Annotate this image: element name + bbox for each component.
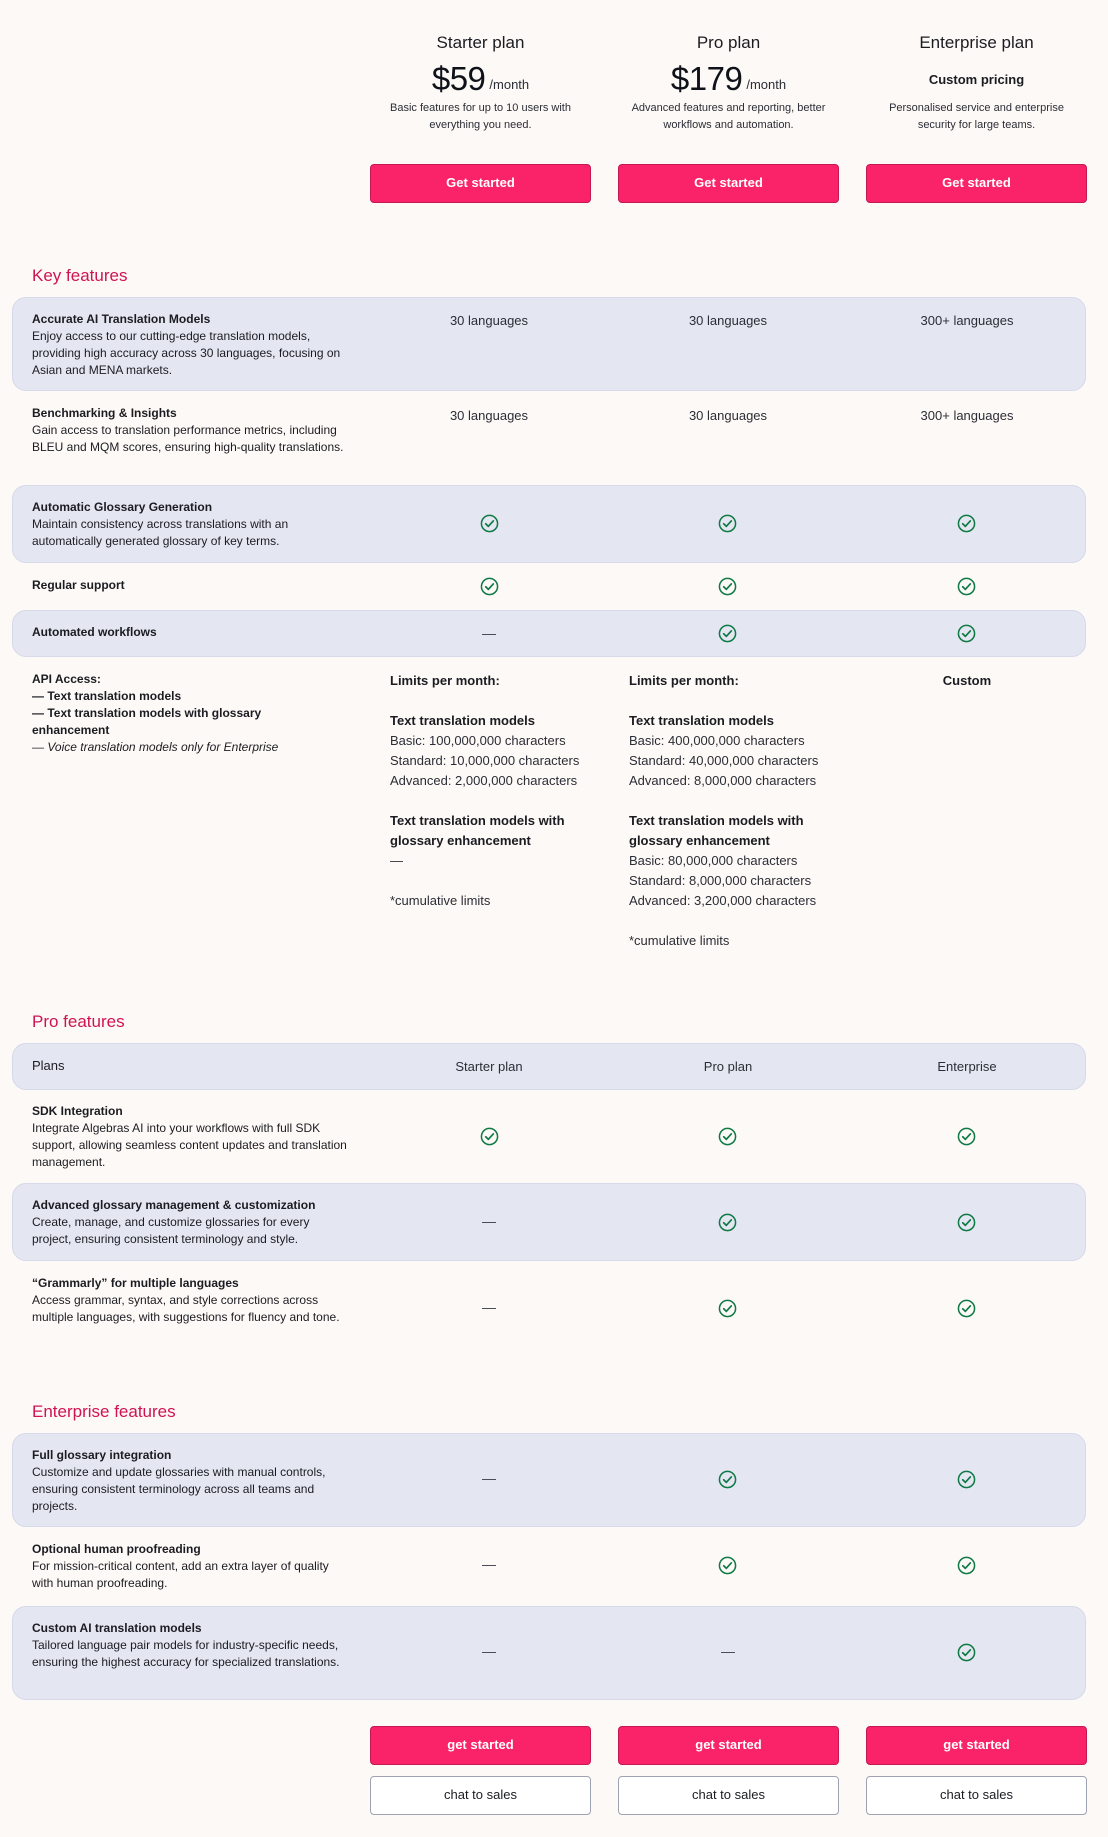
check-icon [718,1299,737,1318]
api-text-models: — Text translation models [32,689,182,703]
enterprise-features-title: Enterprise features [32,1402,176,1421]
plan-period: /month [746,76,787,92]
feature-benchmarking [32,405,352,456]
starter-value: 30 languages [449,313,529,328]
starter-get-started-footer-button[interactable]: get started [370,1726,591,1765]
feature-title: Full glossary integration [32,1448,172,1462]
plan-description: Advanced features and reporting, better workflows and automation. [631,102,826,131]
plan-price: $179 [670,60,743,97]
glossary-limit-standard: Standard: 8,000,000 characters [629,873,812,888]
feature-api-access [32,671,322,756]
feature-title: Optional human proofreading [32,1542,201,1556]
limit-advanced: Advanced: 2,000,000 characters [390,773,578,788]
limits-heading: Limits per month: [629,673,739,688]
api-glossary-models: — Text translation models with glossary enhancement [32,706,262,737]
enterprise-get-started-button[interactable]: Get started [866,164,1087,203]
pro-header: Pro plan [703,1059,753,1074]
check-icon [957,577,976,596]
feature-title: Benchmarking & Insights [32,406,177,420]
feature-title: API Access: [32,672,101,686]
starter-header: Starter plan [455,1059,523,1074]
check-icon [957,1213,976,1232]
check-icon [718,1213,737,1232]
feature-title: Custom AI translation models [32,1621,202,1635]
pro-chat-to-sales-button[interactable]: chat to sales [618,1776,839,1815]
check-icon [957,1643,976,1662]
plans-header-label: Plans [32,1058,65,1073]
enterprise-chat-to-sales-button[interactable]: chat to sales [866,1776,1087,1815]
check-icon [957,1556,976,1575]
limit-standard: Standard: 40,000,000 characters [629,753,819,768]
feature-description: Access grammar, syntax, and style corrections across multiple languages, with suggestions for fluency and tone. [32,1293,340,1324]
feature-description: Enjoy access to our cutting-edge translation models, providing high accuracy across 30 languages, focusing on Asian and MENA markets. [32,329,341,377]
feature-title: Automated workflows [32,625,157,639]
pro-api-limits [629,671,859,951]
starter-chat-to-sales-button[interactable]: chat to sales [370,1776,591,1815]
dash-icon [482,634,496,635]
feature-full-glossary [32,1447,352,1515]
feature-description: Create, manage, and customize glossaries for every project, ensuring consistent terminology and style. [32,1215,310,1246]
dash-icon [482,1652,496,1653]
feature-description: Integrate Algebras AI into your workflows with full SDK support, allowing seamless content updates and translation management. [32,1121,347,1169]
dash-icon [482,1308,496,1309]
enterprise-value: 300+ languages [920,408,1014,423]
feature-title: Accurate AI Translation Models [32,312,211,326]
glossary-models-heading: Text translation models with glossary enhancement [629,813,804,848]
feature-title: Automatic Glossary Generation [32,500,213,514]
plan-description: Basic features for up to 10 users with everything you need. [390,102,571,131]
limits-heading: Limits per month: [390,673,500,688]
feature-grammarly [32,1275,352,1326]
check-icon [718,577,737,596]
pro-get-started-footer-button[interactable]: get started [618,1726,839,1765]
feature-regular-support [32,577,352,594]
feature-title: Advanced glossary management & customization [32,1198,316,1212]
feature-custom-ai-models [32,1620,352,1671]
feature-title: SDK Integration [32,1104,123,1118]
pro-features-title: Pro features [32,1012,125,1031]
plan-name: Starter plan [436,33,525,52]
pro-get-started-button[interactable]: Get started [618,164,839,203]
cumulative-note: *cumulative limits [390,893,491,908]
dash-icon [482,1222,496,1223]
plan-custom-pricing: Custom pricing [928,71,1025,87]
pro-value: 30 languages [688,408,768,423]
feature-automated-workflows [32,624,352,641]
check-icon [480,514,499,533]
dash-icon [482,1565,496,1566]
feature-description: For mission-critical content, add an extra layer of quality with human proofreading. [32,1559,329,1590]
check-icon [718,1556,737,1575]
feature-title: Regular support [32,578,125,592]
dash-icon [482,1479,496,1480]
check-icon [957,1299,976,1318]
check-icon [957,624,976,643]
enterprise-header: Enterprise [937,1059,997,1074]
feature-advanced-glossary [32,1197,352,1248]
feature-title: “Grammarly” for multiple languages [32,1276,239,1290]
enterprise-api-custom: Custom [942,673,992,688]
plan-pro [618,28,839,134]
feature-glossary-generation [32,499,352,550]
plan-name: Pro plan [696,33,761,52]
glossary-limit-advanced: Advanced: 3,200,000 characters [629,893,817,908]
glossary-limit-basic: Basic: 80,000,000 characters [629,853,798,868]
feature-human-proofreading [32,1541,352,1592]
plan-description: Personalised service and enterprise security for large teams. [889,102,1064,131]
glossary-value: — [390,853,403,868]
feature-description: Tailored language pair models for industry-specific needs, ensuring the highest accuracy for specialized translations. [32,1638,340,1669]
text-models-heading: Text translation models [629,713,774,728]
plan-starter [370,28,591,134]
feature-sdk-integration [32,1103,352,1171]
feature-description: Customize and update glossaries with manual controls, ensuring consistent terminology across all teams and projects. [32,1465,326,1513]
check-icon [718,514,737,533]
feature-description: Gain access to translation performance metrics, including BLEU and MQM scores, ensuring high-quality translations. [32,423,344,454]
enterprise-get-started-footer-button[interactable]: get started [866,1726,1087,1765]
check-icon [957,1127,976,1146]
starter-get-started-button[interactable]: Get started [370,164,591,203]
pro-value: 30 languages [688,313,768,328]
limit-advanced: Advanced: 8,000,000 characters [629,773,817,788]
check-icon [718,1127,737,1146]
check-icon [957,514,976,533]
feature-description: Maintain consistency across translations with an automatically generated glossary of key terms. [32,517,289,548]
limit-standard: Standard: 10,000,000 characters [390,753,580,768]
text-models-heading: Text translation models [390,713,535,728]
starter-api-limits [390,671,620,911]
enterprise-value: 300+ languages [920,313,1014,328]
plan-enterprise [866,28,1087,134]
starter-value: 30 languages [449,408,529,423]
check-icon [957,1470,976,1489]
cumulative-note: *cumulative limits [629,933,730,948]
limit-basic: Basic: 400,000,000 characters [629,733,805,748]
check-icon [718,624,737,643]
feature-accurate-ai [32,311,352,379]
plan-name: Enterprise plan [919,33,1034,52]
dash-icon [721,1652,735,1653]
glossary-models-heading: Text translation models with glossary enhancement [390,813,565,848]
check-icon [718,1470,737,1489]
check-icon [480,577,499,596]
key-features-title: Key features [32,266,128,285]
api-voice-models: — Voice translation models only for Enterprise [32,740,279,754]
plan-price: $59 [431,60,486,97]
limit-basic: Basic: 100,000,000 characters [390,733,566,748]
plan-period: /month [489,76,530,92]
check-icon [480,1127,499,1146]
